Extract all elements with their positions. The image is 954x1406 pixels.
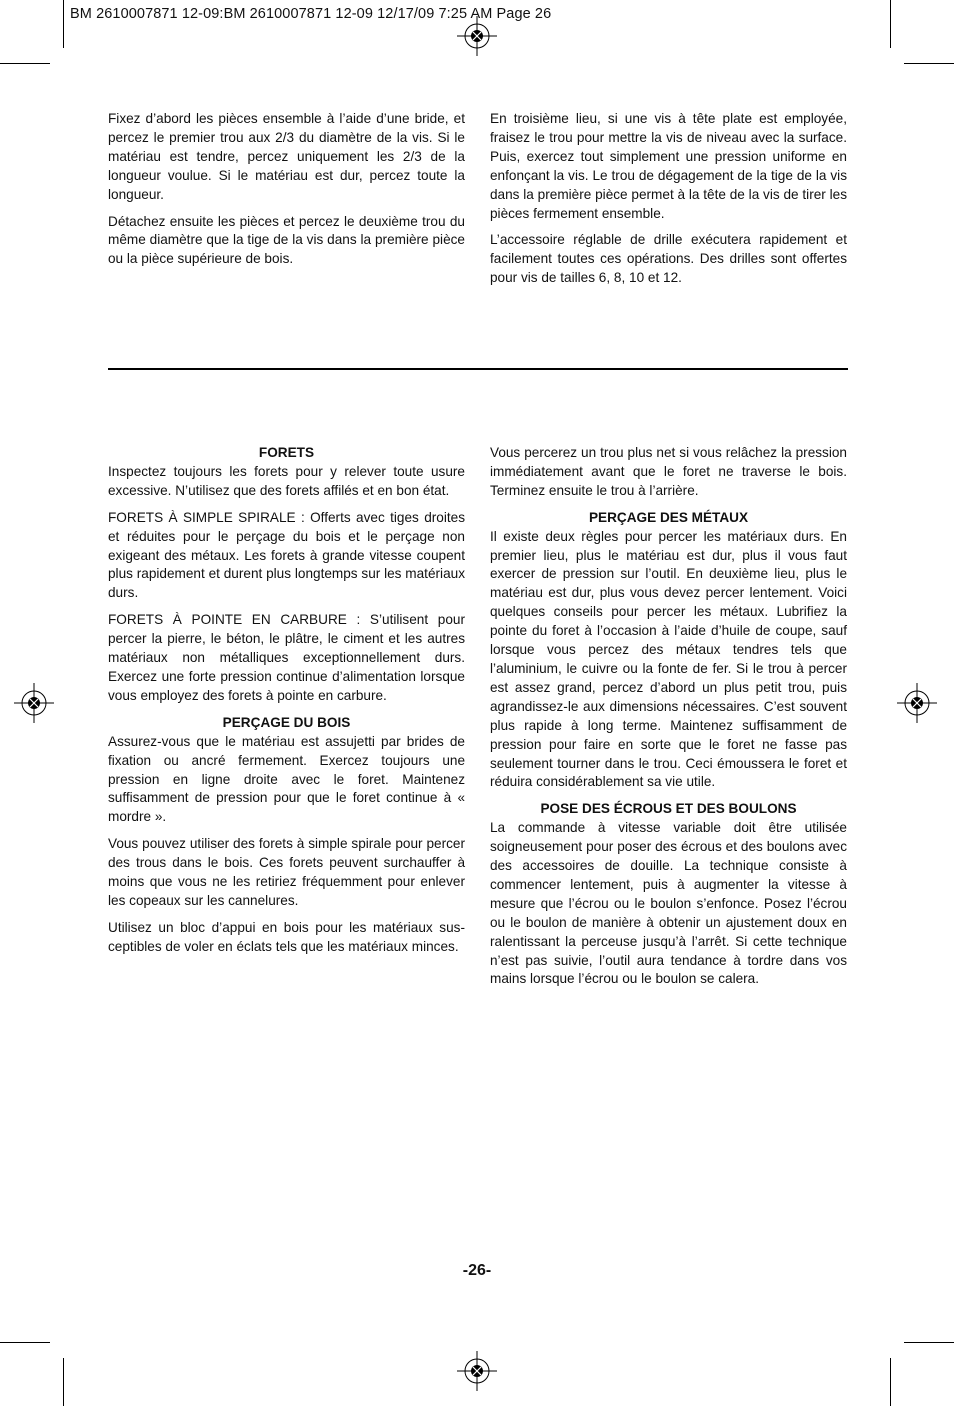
paragraph: Vous pouvez utiliser des forets à simple spirale pour percer des trous dans le bois. Ces forets peuvent surchauffer à moins que vous ne les retiriez fréquemment pour enlever les copeaux sur les cannelures. (108, 836, 465, 908)
print-slug: BM 2610007871 12-09:BM 2610007871 12-09 12/17/09 7:25 AM Page 26 (70, 6, 552, 22)
registration-mark-right-icon (897, 683, 937, 723)
section-divider (108, 368, 848, 370)
crop-mark-top-left-vertical (63, 0, 64, 48)
heading-forets: FORETS (258, 445, 315, 460)
paragraph: L’accessoire réglable de drille exécutera rapidement et facilement toutes ces opérations. Des drilles sont offertes pour vis de tailles 6, 8, 10 et 12. (490, 232, 847, 286)
crop-mark-top-left-horizontal (0, 63, 50, 64)
top-right-column (490, 110, 847, 296)
paragraph: Utilisez un bloc d’appui en bois pour les matériaux sus-ceptibles de voler en éclats tels que les matériaux minces. (108, 919, 465, 954)
registration-mark-bottom-icon (457, 1351, 497, 1391)
crop-mark-bottom-left-vertical (63, 1358, 64, 1406)
page-number: -26- (462, 1262, 492, 1279)
paragraph: Détachez ensuite les pièces et percez le deuxième trou du même diamètre que la tige de la vis dans la première pièce ou la pièce supérieure de bois. (108, 213, 465, 267)
paragraph: La commande à vitesse variable doit être utilisée soigneusement pour poser des écrous et des boulons avec des accessoires de douille. La technique consiste à commencer lentement, puis à augmenter la vitesse à mesure que l’écrou ou le boulon s’enfonce. Posez l’écrou ou le boulon de manière à obtenir un ajustement doux en ralentissant la perceuse jusqu’à l’arrêt. Si cette technique n’est pas suivie, l’outil aura tendance à tordre dans vos mains lorsque l’écrou ou le boulon se calera. (490, 820, 847, 987)
bottom-right-column (490, 444, 847, 997)
paragraph: FORETS À SIMPLE SPIRALE : Offerts avec tiges droites et réduites pour le perçage du bois et le perçage non exigeant des métaux. Les forets à grande vitesse coupent plus rapidement et durent plus longtemps sur les matériaux durs. (108, 509, 465, 601)
crop-mark-top-right-horizontal (904, 63, 954, 64)
paragraph: Il existe deux règles pour percer les matériaux durs. En premier lieu, plus le matériau est dur, plus il vous faut exercer de pression sur l’outil. En deuxième lieu, plus le matériau est dur, plus vous devez percer lentement. Voici quelques conseils pour percer les métaux. Lubrifiez la pointe du foret à l’occasion à l’aide d’huile de coupe, sauf lorsque vous percez des métaux tendres tels que l’aluminium, le cuivre ou la fonte de fer. Si le trou à percer est assez grand, percez d’abord un plus petit trou, puis agrandissez-le aux dimensions nécessaires. C’est souvent plus rapide à long terme. Maintenez suffisamment de pression pour faire en sorte que le foret ne fasse pas seulement tourner dans le trou. Ceci émoussera le foret et réduira considérablement sa vie utile. (490, 528, 847, 790)
crop-mark-bottom-right-horizontal (904, 1342, 954, 1343)
crop-mark-bottom-left-horizontal (0, 1342, 50, 1343)
registration-mark-top-icon (457, 16, 497, 56)
paragraph: Vous percerez un trou plus net si vous relâchez la pression immédiatement avant que le foret ne traverse le bois. Terminez ensuite le trou à l’arrière. (490, 445, 847, 498)
paragraph: FORETS À POINTE EN CARBURE : S’utilisent pour percer la pierre, le béton, le plâtre, le ciment et les autres matériaux non métalliques exceptionnellement durs. Exercez une forte pression continue d’alimentation lorsque vous employez des forets à pointe en carbure. (108, 612, 465, 703)
heading-pose-ecrous: POSE DES ÉCROUS ET DES BOULONS (540, 801, 797, 817)
top-left-column (108, 110, 465, 277)
paragraph: Assurez-vous que le matériau est assujetti par brides de fixation ou ancré fermement. Exercez toujours une pression en ligne droite avec le foret. Maintenez suffisamment de pression pour que le foret continue à « mordre ». (108, 733, 465, 825)
registration-mark-left-icon (14, 683, 54, 723)
paragraph: Inspectez toujours les forets pour y relever toute usure excessive. N’utilisez que des forets affilés et en bon état. (108, 463, 465, 498)
bottom-left-column (108, 444, 465, 965)
paragraph: En troisième lieu, si une vis à tête plate est employée, fraisez le trou pour mettre la vis de niveau avec la surface. Puis, exercez tout simplement une pression uniforme en enfonçant la vis. Le trou de dégagement de la tige de la vis dans la première pièce permet à la tête de la vis de tirer les pièces fermement ensemble. (490, 111, 847, 221)
paragraph: Fixez d’abord les pièces ensemble à l’aide d’une bride, et percez le premier trou aux 2/3 du diamètre de la vis. Si le matériau est tendre, percez uniquement les 2/3 de la longueur voulue. Si le matériau est dur, percez toute la longueur. (108, 111, 465, 202)
crop-mark-top-right-vertical (890, 0, 891, 48)
heading-percage-bois: PERÇAGE DU BOIS (222, 714, 351, 730)
heading-percage-metaux: PERÇAGE DES MÉTAUX (588, 509, 749, 525)
crop-mark-bottom-right-vertical (890, 1358, 891, 1406)
